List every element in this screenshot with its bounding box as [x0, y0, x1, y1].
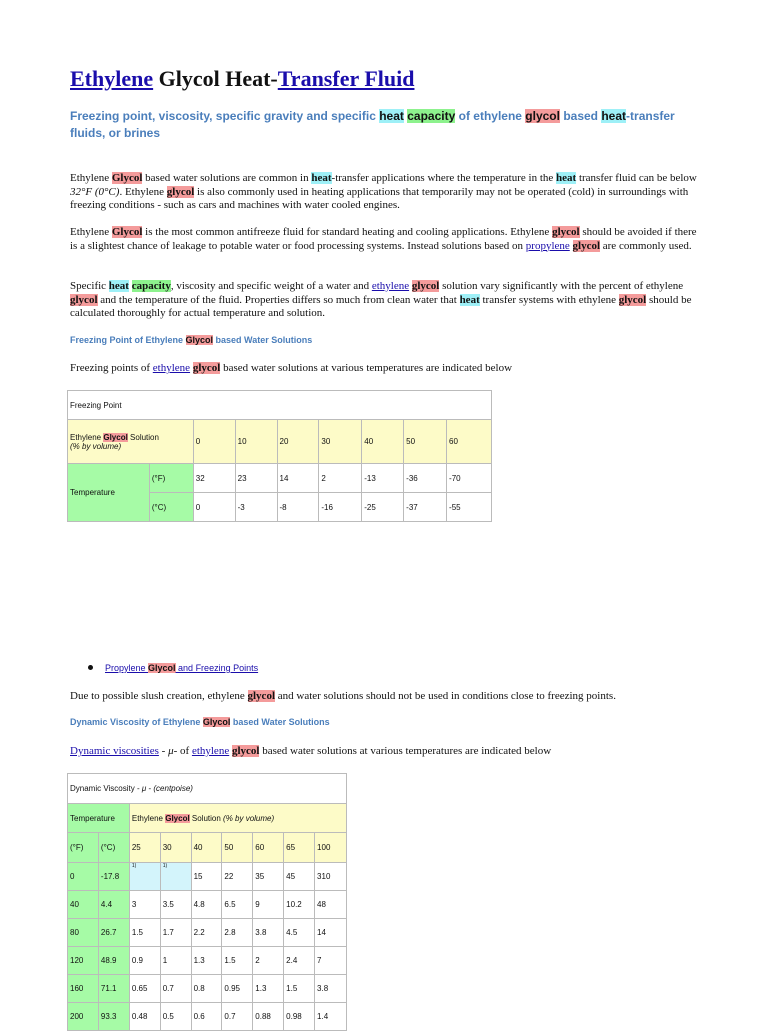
text: - of	[173, 745, 192, 757]
solution-header	[129, 804, 346, 833]
table-cell: 80	[68, 919, 99, 947]
highlight-glycol: glycol	[247, 690, 275, 702]
section-heading-viscosity	[70, 717, 330, 727]
table-cell: 120	[68, 947, 99, 975]
text: based water solutions at various temperatures are indicated below	[220, 362, 513, 374]
table-cell: 0.5	[160, 1003, 191, 1031]
title-link-ethylene[interactable]: Ethylene	[70, 66, 154, 91]
table-cell: 160	[68, 975, 99, 1003]
footnote-cell	[129, 863, 160, 891]
paragraph-viscosity-intro	[70, 745, 700, 759]
text: -	[146, 784, 154, 793]
unit-f-cell: (°F)	[149, 464, 193, 493]
table-cell: 4.5	[284, 919, 315, 947]
table-cell: 1.3	[253, 975, 284, 1003]
table-cell: 10	[235, 420, 277, 464]
text: and water solutions should not be used in conditions close to freezing points.	[275, 690, 616, 702]
highlight-glycol: Glycol	[111, 226, 143, 238]
paragraph-intro	[70, 172, 700, 213]
table-cell: 1.3	[191, 947, 222, 975]
table-cell: 0.7	[222, 1003, 253, 1031]
highlight-capacity: capacity	[407, 109, 456, 123]
table-cell: -70	[447, 464, 492, 493]
highlight-heat: heat	[601, 109, 627, 123]
text: Solution	[189, 813, 224, 823]
table-cell: 2	[319, 464, 362, 493]
table-cell: 1.7	[160, 919, 191, 947]
table-cell: -55	[447, 493, 492, 522]
table-cell: 30	[319, 420, 362, 464]
table-cell: 310	[315, 863, 347, 891]
unit-label: (% by volume)	[70, 441, 122, 451]
table-cell: 40	[68, 891, 99, 919]
table-cell: 0.7	[160, 975, 191, 1003]
table-cell: 30	[160, 833, 191, 863]
table-cell: 35	[253, 863, 284, 891]
table-cell: -25	[362, 493, 404, 522]
text: Ethylene	[131, 813, 166, 823]
subtitle-text: Freezing point, viscosity, specific gravity and specific	[70, 109, 380, 123]
text: -	[158, 745, 169, 757]
viscosity-table	[67, 773, 347, 1031]
table-cell: 50	[222, 833, 253, 863]
text: -transfer applications where the temperature in the	[331, 172, 557, 184]
link-text[interactable]: and Freezing Points	[175, 663, 259, 673]
solution-label-cell	[68, 420, 194, 464]
paragraph-freezing-intro	[70, 362, 700, 376]
table-cell: 200	[68, 1003, 99, 1031]
text: Dynamic Viscosity of Ethylene	[70, 717, 203, 727]
table-cell: 40	[362, 420, 404, 464]
unit-f-cell: (°F)	[68, 833, 99, 863]
highlight-heat: heat	[379, 109, 404, 123]
table-cell: 6.5	[222, 891, 253, 919]
table-cell: 40	[191, 833, 222, 863]
table-cell: 0.8	[191, 975, 222, 1003]
text: Due to possible slush creation, ethylene	[70, 690, 248, 702]
ethylene-link[interactable]: ethylene	[152, 362, 191, 374]
table-cell: 2.8	[222, 919, 253, 947]
unit-c-cell: (°C)	[149, 493, 193, 522]
title-link-transfer-fluid[interactable]: Transfer Fluid	[277, 66, 415, 91]
table-cell: 10.2	[284, 891, 315, 919]
table-cell: 45	[284, 863, 315, 891]
text: based Water Solutions	[213, 335, 313, 345]
footnote-marker: 1)	[131, 863, 137, 869]
table-cell: 23	[235, 464, 277, 493]
table-cell: -16	[319, 493, 362, 522]
text: , viscosity and specific weight of a water and	[170, 280, 372, 292]
highlight-glycol: glycol	[552, 226, 580, 238]
table-caption	[68, 774, 347, 804]
highlight-heat: heat	[459, 293, 480, 306]
subtitle-text: of ethylene	[455, 109, 526, 123]
highlight-glycol: glycol	[411, 280, 440, 292]
propylene-link[interactable]: propylene	[525, 239, 570, 252]
temperature-value: 32°F (0°C)	[70, 185, 120, 198]
table-cell: 4.4	[98, 891, 129, 919]
highlight-heat: heat	[108, 280, 129, 292]
table-caption: Freezing Point	[68, 391, 492, 420]
highlight-heat: heat	[556, 172, 577, 184]
link-text[interactable]: Propylene	[105, 663, 149, 673]
footnote-marker: 1)	[162, 863, 168, 869]
text: . Ethylene	[119, 185, 167, 198]
table-cell: 32	[193, 464, 235, 493]
dynamic-viscosities-link[interactable]: Dynamic viscosities	[70, 745, 159, 757]
text: and the temperature of the fluid. Properties differs so much from clean water that	[97, 293, 460, 306]
paragraph-antifreeze	[70, 226, 700, 253]
table-cell: 2.4	[284, 947, 315, 975]
table-cell: 60	[447, 420, 492, 464]
table-cell: 1.5	[284, 975, 315, 1003]
table-cell: 7	[315, 947, 347, 975]
mu-symbol: μ	[168, 745, 174, 757]
temperature-header: Temperature	[68, 804, 130, 833]
table-cell: 48	[315, 891, 347, 919]
highlight-glycol: Glycol	[165, 813, 190, 823]
table-cell: 48.9	[98, 947, 129, 975]
highlight-glycol: Glycol	[103, 432, 128, 442]
text: Ethylene	[70, 172, 112, 184]
page-title	[70, 66, 414, 92]
table-cell: 2.2	[191, 919, 222, 947]
table-cell: 15	[191, 863, 222, 891]
table-cell: 9	[253, 891, 284, 919]
temperature-label-cell: Temperature	[68, 464, 150, 522]
text: should be calculated thoroughly for actual temperature and solution.	[70, 293, 692, 319]
text: should be avoided if there is a slightest chance of leakage to potable water or food processing systems. Instead solutions based on	[70, 226, 697, 252]
table-cell: 4.8	[191, 891, 222, 919]
unit-label: (% by volume)	[223, 813, 275, 823]
highlight-glycol: glycol	[525, 109, 560, 123]
table-cell: 22	[222, 863, 253, 891]
table-cell: 0.65	[129, 975, 160, 1003]
highlight-glycol: glycol	[166, 185, 195, 198]
table-cell: 100	[315, 833, 347, 863]
highlight-glycol: Glycol	[111, 172, 143, 184]
table-cell: 0.88	[253, 1003, 284, 1031]
paragraph-properties	[70, 280, 700, 321]
text: solution vary significantly with the percent of ethylene	[439, 280, 684, 292]
table-cell: 0	[193, 493, 235, 522]
text: Dynamic Viscosity -	[70, 784, 142, 793]
table-cell: 93.3	[98, 1003, 129, 1031]
page-subtitle	[70, 108, 710, 142]
highlight-glycol: Glycol	[148, 663, 176, 673]
subtitle-text: based	[559, 109, 602, 123]
freezing-point-table	[67, 390, 492, 522]
table-cell: 3.5	[160, 891, 191, 919]
unit-c-cell: (°C)	[98, 833, 129, 863]
table-cell: 26.7	[98, 919, 129, 947]
bullet-marker	[88, 665, 93, 670]
text: based water solutions at various temperatures are indicated below	[259, 745, 552, 757]
table-cell: 3.8	[315, 975, 347, 1003]
table-cell: 3	[129, 891, 160, 919]
table-cell: 14	[315, 919, 347, 947]
title-middle: Glycol Heat-	[153, 66, 278, 91]
table-cell: 1.5	[129, 919, 160, 947]
table-cell: -3	[235, 493, 277, 522]
highlight-glycol: Glycol	[185, 335, 214, 345]
table-cell: 3.8	[253, 919, 284, 947]
text: is also commonly used in heating applications that temporarily may not be operated (cold) in surroundings with freezing conditions - such as cars and machines with water cooled engines.	[70, 185, 689, 211]
highlight-glycol: glycol	[231, 745, 260, 757]
table-cell: 65	[284, 833, 315, 863]
highlight-glycol: glycol	[192, 362, 221, 374]
ethylene-link[interactable]: ethylene	[371, 280, 410, 292]
table-cell: -36	[404, 464, 447, 493]
highlight-heat: heat	[311, 172, 332, 184]
text: transfer systems with ethylene	[479, 293, 619, 306]
mu-symbol: μ	[141, 784, 147, 793]
table-cell: 0.98	[284, 1003, 315, 1031]
text: Solution	[127, 432, 159, 442]
table-cell: 1.4	[315, 1003, 347, 1031]
highlight-glycol: glycol	[70, 293, 98, 306]
highlight-glycol: glycol	[618, 293, 647, 306]
table-cell: -17.8	[98, 863, 129, 891]
text: are commonly used.	[600, 239, 692, 252]
table-cell: 0.48	[129, 1003, 160, 1031]
text: Ethylene	[70, 226, 112, 238]
table-cell: 0.9	[129, 947, 160, 975]
table-cell: 71.1	[98, 975, 129, 1003]
highlight-glycol: Glycol	[202, 717, 231, 727]
text: transfer fluid can be below	[576, 172, 697, 184]
table-cell: 0	[193, 420, 235, 464]
table-cell: 60	[253, 833, 284, 863]
table-cell: 0.6	[191, 1003, 222, 1031]
table-cell: 25	[129, 833, 160, 863]
text: Freezing points of	[70, 362, 153, 374]
text: Ethylene	[70, 432, 104, 442]
propylene-freezing-link[interactable]	[105, 663, 258, 673]
table-cell: 1	[160, 947, 191, 975]
highlight-glycol: glycol	[572, 239, 601, 252]
table-cell: -8	[277, 493, 319, 522]
highlight-capacity: capacity	[131, 280, 171, 292]
text: is the most common antifreeze fluid for standard heating and cooling applications. Ethylene	[142, 226, 553, 238]
text: based Water Solutions	[230, 717, 330, 727]
unit-label: (centpoise)	[153, 784, 193, 793]
table-cell: 0.95	[222, 975, 253, 1003]
table-cell: 20	[277, 420, 319, 464]
text: Freezing Point of Ethylene	[70, 335, 186, 345]
table-cell: -37	[404, 493, 447, 522]
subtitle-text: -transfer fluids, or brines	[70, 109, 675, 140]
section-heading-freezing	[70, 335, 312, 345]
footnote-cell	[160, 863, 191, 891]
table-cell: 50	[404, 420, 447, 464]
text: Specific	[70, 280, 109, 292]
table-cell: 14	[277, 464, 319, 493]
table-cell: 0	[68, 863, 99, 891]
paragraph-slush	[70, 690, 700, 704]
text: based water solutions are common in	[142, 172, 312, 184]
ethylene-link[interactable]: ethylene	[191, 745, 230, 757]
table-cell: 1.5	[222, 947, 253, 975]
table-cell: 2	[253, 947, 284, 975]
table-cell: -13	[362, 464, 404, 493]
